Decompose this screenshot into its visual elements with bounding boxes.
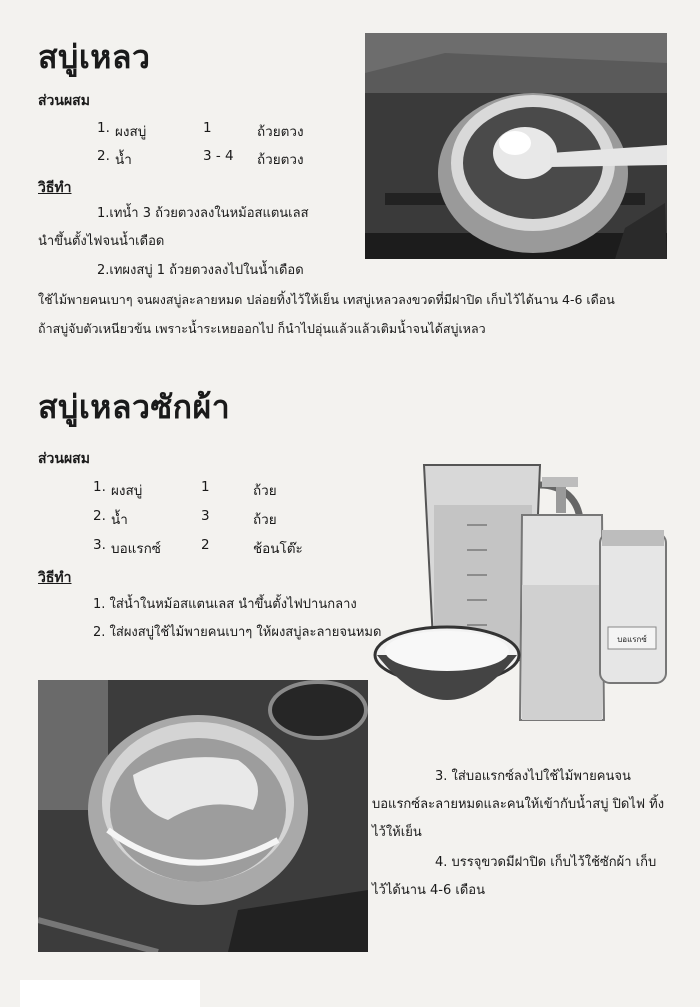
ingredient-qty: 1 [203,120,212,136]
melting-soap-pot-photo [38,680,368,952]
ingredient-unit: ถ้วย [253,512,277,528]
ingredient-number: 2. [97,148,110,164]
borax-jar-label: บอแรกซ์ [617,635,647,644]
ingredient-number: 1. [97,120,110,136]
ingredient-name: ผงสบู่ [115,124,147,140]
ingredient-qty: 3 - 4 [203,148,234,164]
ingredient-number: 2. [93,508,106,524]
ingredient-qty: 1 [201,479,210,495]
page-corner-blank [20,980,200,1007]
ingredient-qty: 2 [201,537,210,553]
ingredient-unit: ถ้วยตวง [257,124,304,140]
step-line: ไว้ได้นาน 4-6 เดือน [372,883,485,898]
ingredient-unit: ถ้วย [253,483,277,499]
ingredient-number: 3. [93,537,106,553]
ingredients-photo [372,455,672,725]
step-line: 1. ใส่น้ำในหม้อสแตนเลส นำขึ้นตั้งไฟปานกลาง [93,597,357,612]
step-line: 2. ใส่ผงสบู่ใช้ไม้พายคนเบาๆ ให้ผงสบู่ละลายจนหมด [93,625,382,640]
step-line: นำขึ้นตั้งไฟจนน้ำเดือด [38,234,165,249]
step-line: ใช้ไม้พายคนเบาๆ จนผงสบู่ละลายหมด ปล่อยทิ้งไว้ให้เย็น เทสบู่เหลวลงขวดที่มีฝาปิด เก็บไว้ได้นาน 4-6 เดือน [38,292,615,307]
step-line: ไว้ให้เย็น [372,825,422,840]
step-line: 1.เทน้ำ 3 ถ้วยตวงลงในหม้อสแตนเลส [97,206,309,221]
step-line: 2.เทผงสบู่ 1 ถ้วยตวงลงไปในน้ำเดือด [97,263,304,278]
recipe2-method-heading: วิธีทำ [38,570,72,586]
step-line: ถ้าสบู่จับตัวเหนียวข้น เพราะน้ำระเหยออกไป ก็นำไปอุ่นแล้วแล้วเติมน้ำจนได้สบู่เหลว [38,321,486,336]
recipe2-title: สบู่เหลวซักผ้า [38,388,231,426]
recipe1-ingredients-heading: ส่วนผสม [38,93,90,109]
ingredient-name: บอแรกซ์ [111,541,161,557]
ingredient-unit: ถ้วยตวง [257,152,304,168]
ingredient-number: 1. [93,479,106,495]
ingredient-unit: ช้อนโต๊ะ [253,541,303,557]
ingredient-name: น้ำ [115,152,132,168]
step-line: 4. บรรจุขวดมีฝาปิด เก็บไว้ใช้ซักผ้า เก็บ [435,855,657,870]
ingredient-name: ผงสบู่ [111,483,143,499]
recipe2-ingredients-heading: ส่วนผสม [38,451,90,467]
recipe1-title: สบู่เหลว [38,38,151,76]
ingredient-qty: 3 [201,508,210,524]
recipe1-method-heading: วิธีทำ [38,180,72,196]
step-line: 3. ใส่บอแรกซ์ลงไปใช้ไม้พายคนจน [435,769,631,784]
ingredient-name: น้ำ [111,512,128,528]
boiling-soap-pot-photo [365,33,667,259]
step-line: บอแรกซ์ละลายหมดและคนให้เข้ากับน้ำสบู่ ปิดไฟ ทิ้ง [372,797,665,812]
